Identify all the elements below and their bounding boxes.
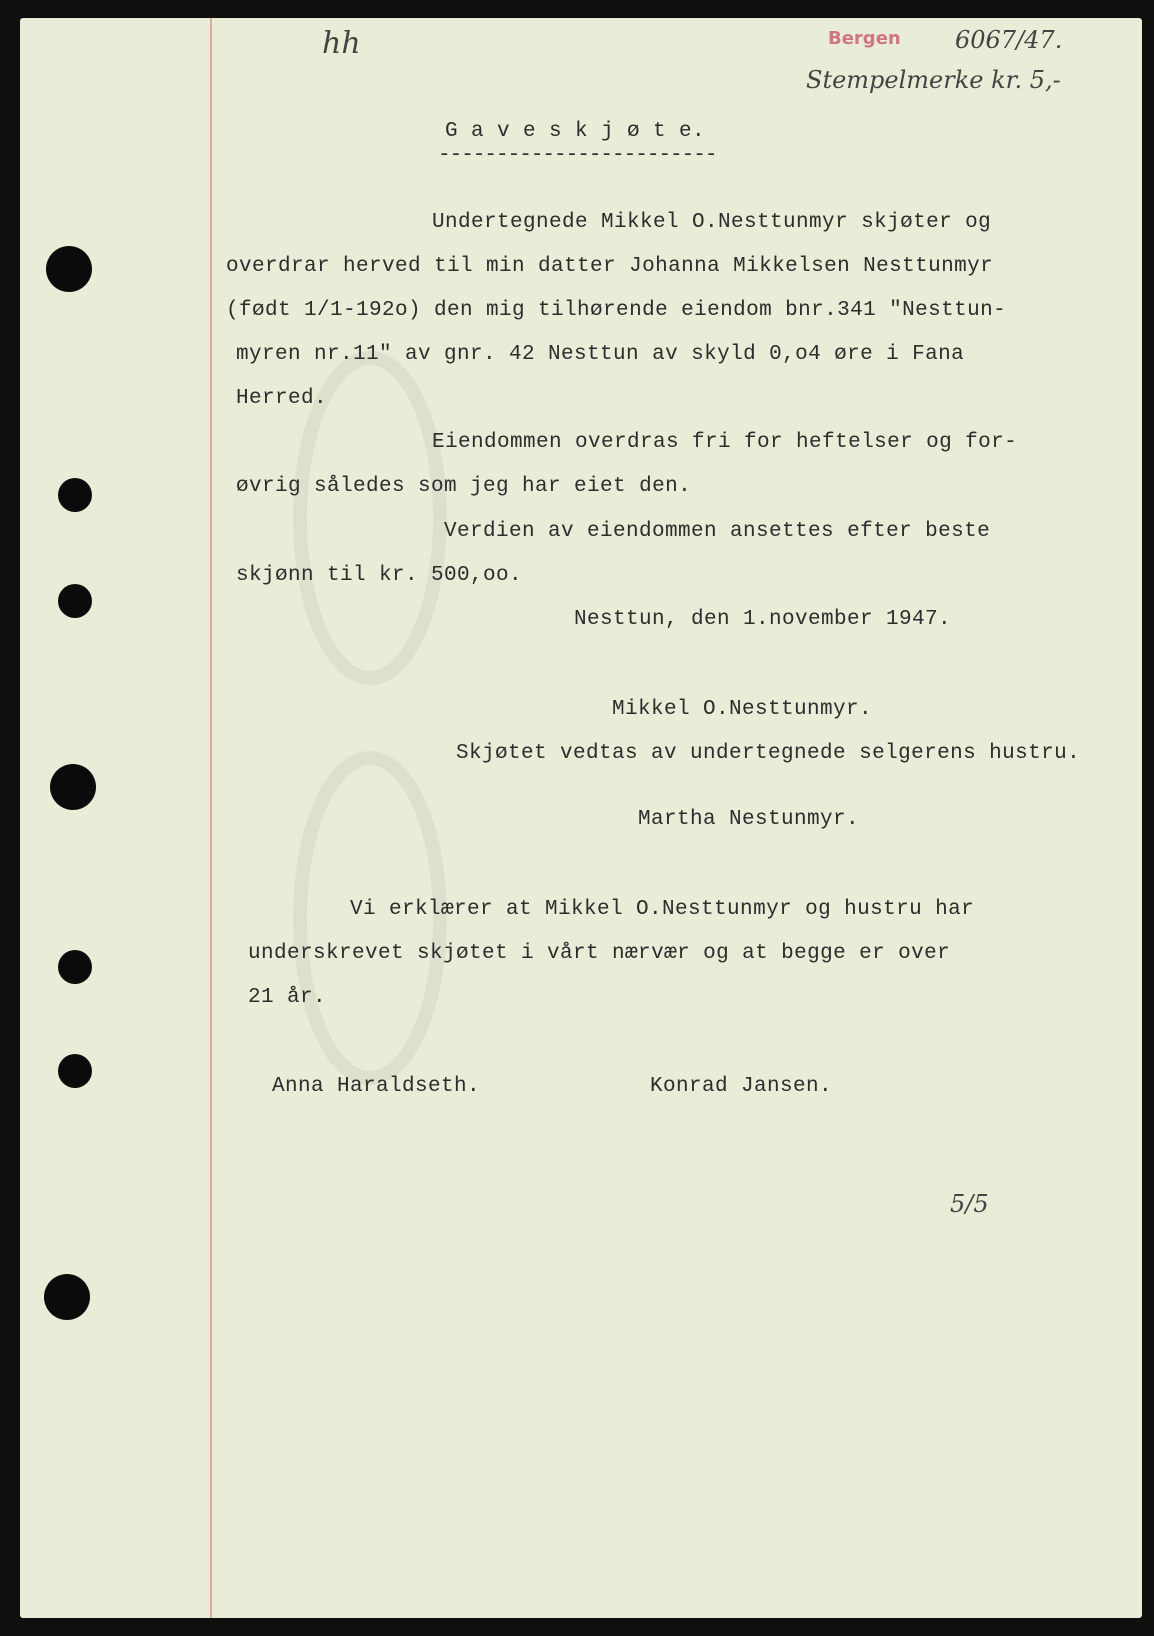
body-line: øvrig således som jeg har eiet den.: [236, 475, 692, 498]
handwritten-note: 5/5: [950, 1190, 989, 1218]
witness-signature: Anna Haraldseth.: [272, 1075, 481, 1098]
body-line: Herred.: [236, 387, 328, 410]
punch-hole: [50, 764, 96, 810]
body-line: skjønn til kr. 500,oo.: [236, 564, 523, 587]
body-line: (født 1/1-192o) den mig tilhørende eiendom bnr.341 "Nesttun-: [226, 299, 1007, 322]
witness-line: underskrevet skjøtet i vårt nærvær og at begge er over: [248, 942, 951, 965]
initials-mark: hh: [322, 26, 361, 61]
punch-hole: [58, 584, 92, 618]
seller-signature: Mikkel O.Nesttunmyr.: [612, 698, 873, 721]
acceptance-line: Skjøtet vedtas av undertegnede selgerens hustru.: [456, 742, 1081, 765]
witness-line: Vi erklærer at Mikkel O.Nesttunmyr og hustru har: [350, 898, 975, 921]
stamp-fee-note: Stempelmerke kr. 5,-: [806, 66, 1061, 94]
document-title: G a v e s k j ø t e.: [445, 120, 706, 143]
punch-hole: [44, 1274, 90, 1320]
punch-hole: [58, 1054, 92, 1088]
witness-signature: Konrad Jansen.: [650, 1075, 833, 1098]
witness-line: 21 år.: [248, 986, 327, 1009]
body-line: Undertegnede Mikkel O.Nesttunmyr skjøter og: [432, 211, 992, 234]
red-margin-line: [210, 18, 212, 1618]
body-line: myren nr.11" av gnr. 42 Nesttun av skyld 0,o4 øre i Fana: [236, 343, 965, 366]
body-line: Verdien av eiendommen ansettes efter beste: [444, 520, 991, 543]
punch-hole: [58, 478, 92, 512]
date-line: Nesttun, den 1.november 1947.: [574, 608, 952, 631]
case-number: 6067/47.: [955, 26, 1063, 54]
bergen-stamp: Bergen: [828, 28, 901, 49]
body-line: Eiendommen overdras fri for heftelser og for-: [432, 431, 1018, 454]
punch-hole: [58, 950, 92, 984]
body-line: overdrar herved til min datter Johanna Mikkelsen Nesttunmyr: [226, 255, 994, 278]
punch-hole: [46, 246, 92, 292]
title-underline: ------------------------: [438, 144, 717, 167]
document-page: [20, 18, 1142, 1618]
wife-signature: Martha Nestunmyr.: [638, 808, 860, 831]
